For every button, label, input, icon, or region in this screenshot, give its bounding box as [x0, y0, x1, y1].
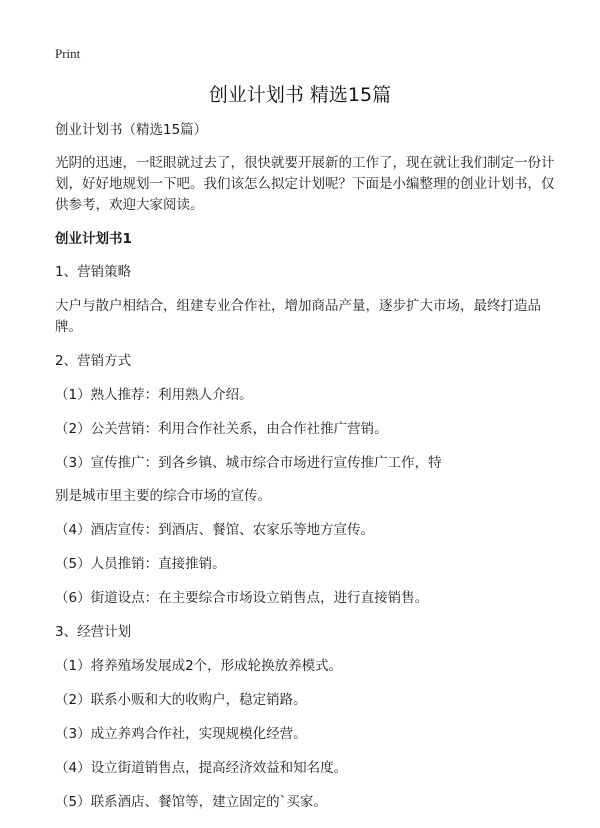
list-item-continuation: 别是城市里主要的综合市场的宣传。 [55, 488, 271, 504]
print-link[interactable]: Print [55, 46, 81, 61]
list-item: （1）熟人推荐：利用熟人介绍。 [55, 387, 253, 403]
list-item: （2）公关营销：利用合作社关系，由合作社推广营销。 [55, 421, 388, 437]
list-item: （4）酒店宣传：到酒店、餐馆、农家乐等地方宣传。 [55, 522, 375, 538]
list-item: （3）成立养鸡合作社，实现规模化经营。 [55, 726, 307, 742]
document-body [55, 120, 555, 813]
intro-paragraph: 光阴的迅速，一眨眼就过去了，很快就要开展新的工作了，现在就让我们制定一份计划，好好地规划一下吧。我们该怎么拟定计划呢？下面是小编整理的创业计划书，仅供参考，欢迎大家阅读。 [55, 155, 555, 213]
list-item: （1）将养殖场发展成2个，形成轮换放养模式。 [55, 658, 343, 674]
list-item: （5）人员推销：直接推销。 [55, 556, 226, 572]
list-item: （4）设立街道销售点，提高经济效益和知名度。 [55, 760, 348, 776]
list-item: （5）联系酒店、餐馆等，建立固定的`买家。 [55, 794, 327, 810]
heading-marketing-methods: 2、营销方式 [55, 353, 132, 369]
document-subtitle: 创业计划书（精选15篇） [55, 122, 208, 138]
list-item: （6）街道设点：在主要综合市场设立销售点，进行直接销售。 [55, 590, 429, 606]
list-item: （3）宣传推广：到各乡镇、城市综合市场进行宣传推广工作，特 [55, 455, 442, 471]
heading-operating-plan: 3、经营计划 [55, 624, 132, 640]
list-item: （2）联系小贩和大的收购户，稳定销路。 [55, 692, 307, 708]
section-heading: 创业计划书1 [55, 231, 132, 247]
document-title: 创业计划书 精选15篇 [208, 84, 392, 106]
paragraph-marketing-strategy: 大户与散户相结合，组建专业合作社，增加商品产量，逐步扩大市场，最终打造品牌。 [55, 298, 541, 335]
heading-marketing-strategy: 1、营销策略 [55, 264, 132, 280]
